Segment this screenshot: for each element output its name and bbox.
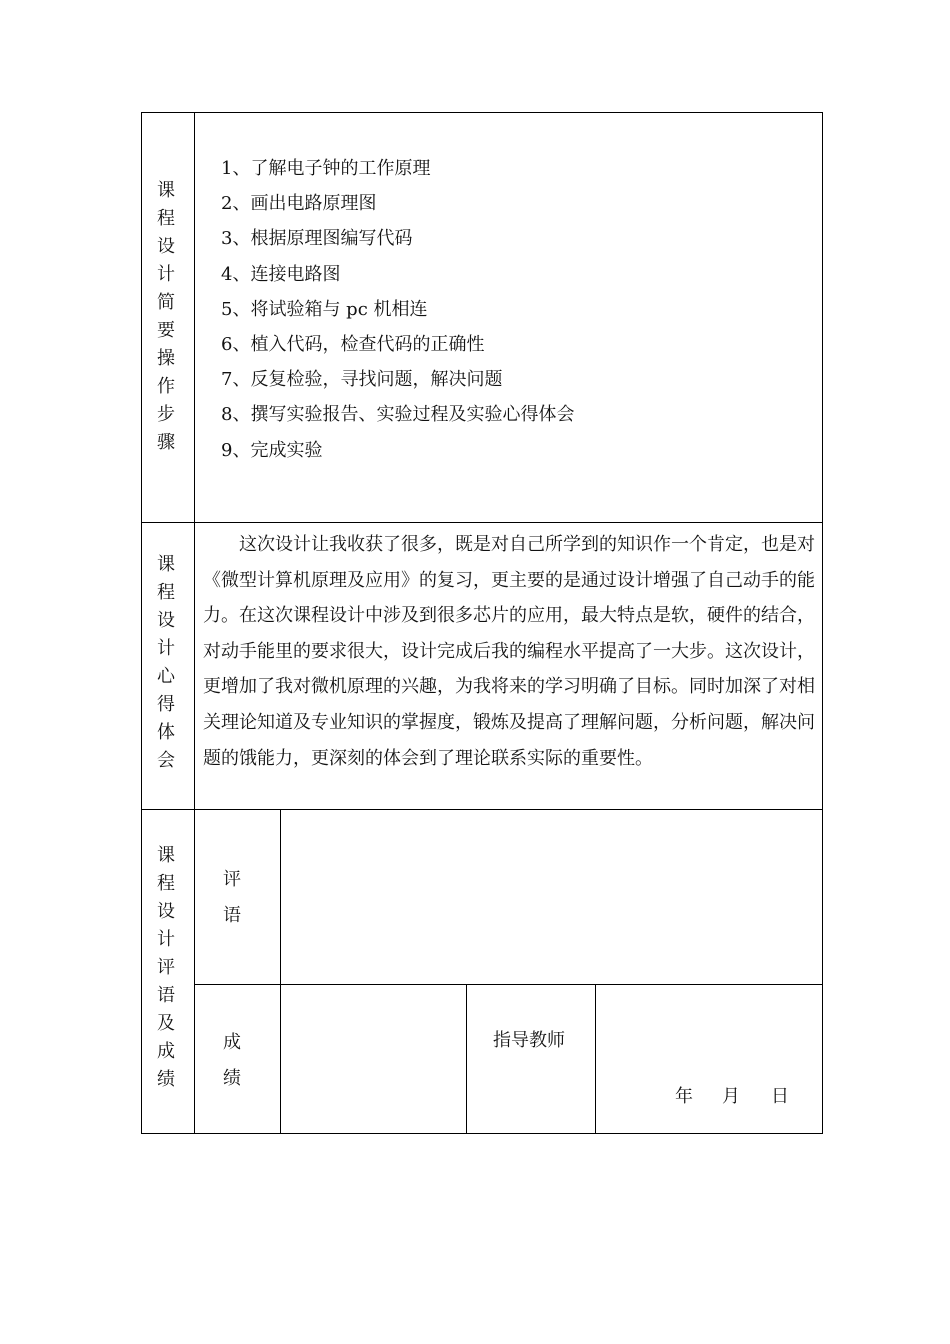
- evaluation-section-label: 课 程 设 计 评 语 及 成 绩: [157, 845, 175, 1090]
- reflection-section-label: 课 程 设 计 心 得 体 会: [157, 554, 175, 771]
- table-left-border: [141, 112, 142, 1134]
- grade-label: 成 绩: [223, 1032, 241, 1089]
- table-bottom-border: [141, 1133, 823, 1134]
- steps-section-label: 课 程 设 计 简 要 操 作 步 骤: [157, 180, 175, 453]
- list-item: 9、完成实验: [221, 439, 323, 461]
- list-item: 2、画出电路原理图: [221, 193, 377, 215]
- list-item: 1、了解电子钟的工作原理: [221, 158, 431, 179]
- table-top-border: [141, 112, 823, 113]
- instructor-label: 指导教师: [493, 1030, 565, 1051]
- grade-field[interactable]: [282, 986, 465, 1132]
- list-item: 8、撰写实验报告、实验过程及实验心得体会: [221, 404, 575, 426]
- label-column-divider: [194, 112, 195, 1134]
- list-item: 3、根据原理图编写代码: [221, 228, 413, 250]
- table-right-border: [822, 112, 823, 1134]
- list-item: 4、连接电路图: [221, 263, 341, 285]
- comment-label: 评 语: [223, 869, 241, 926]
- list-item: 6、植入代码，检查代码的正确性: [221, 333, 485, 355]
- date-year: 年: [675, 1086, 693, 1107]
- signature-field[interactable]: [597, 986, 821, 1132]
- row-divider-1: [141, 522, 823, 523]
- comment-field[interactable]: [282, 811, 821, 983]
- date-day: 日: [771, 1086, 789, 1107]
- row-divider-2: [141, 809, 823, 810]
- row-divider-3: [194, 984, 823, 985]
- steps-list: [221, 153, 574, 470]
- list-item: 7、反复检验，寻找问题，解决问题: [221, 369, 503, 391]
- grade-divider: [466, 984, 467, 1134]
- date-month: 月: [722, 1086, 740, 1107]
- instructor-divider: [595, 984, 596, 1134]
- reflection-paragraph: 这次设计让我收获了很多，既是对自己所学到的知识作一个肯定，也是对《微型计算机原理及应用》的复习，更主要的是通过设计增强了自己动手的能力。在这次课程设计中涉及到很多芯片的应用，最大特点是软，硬件的结合，对动手能里的要求很大，设计完成后我的编程水平提高了一大步。这次设计，更增加了我对微机原理的兴趣，为我将来的学习明确了目标。同时加深了对相关理论知道及专业知识的掌握度，锻炼及提高了理解问题，分析问题，解决问题的饿能力，更深刻的体会到了理论联系实际的重要性。: [203, 534, 815, 769]
- sublabel-column-divider: [280, 809, 281, 1134]
- list-item: 5、将试验箱与 pc 机相连: [221, 298, 428, 320]
